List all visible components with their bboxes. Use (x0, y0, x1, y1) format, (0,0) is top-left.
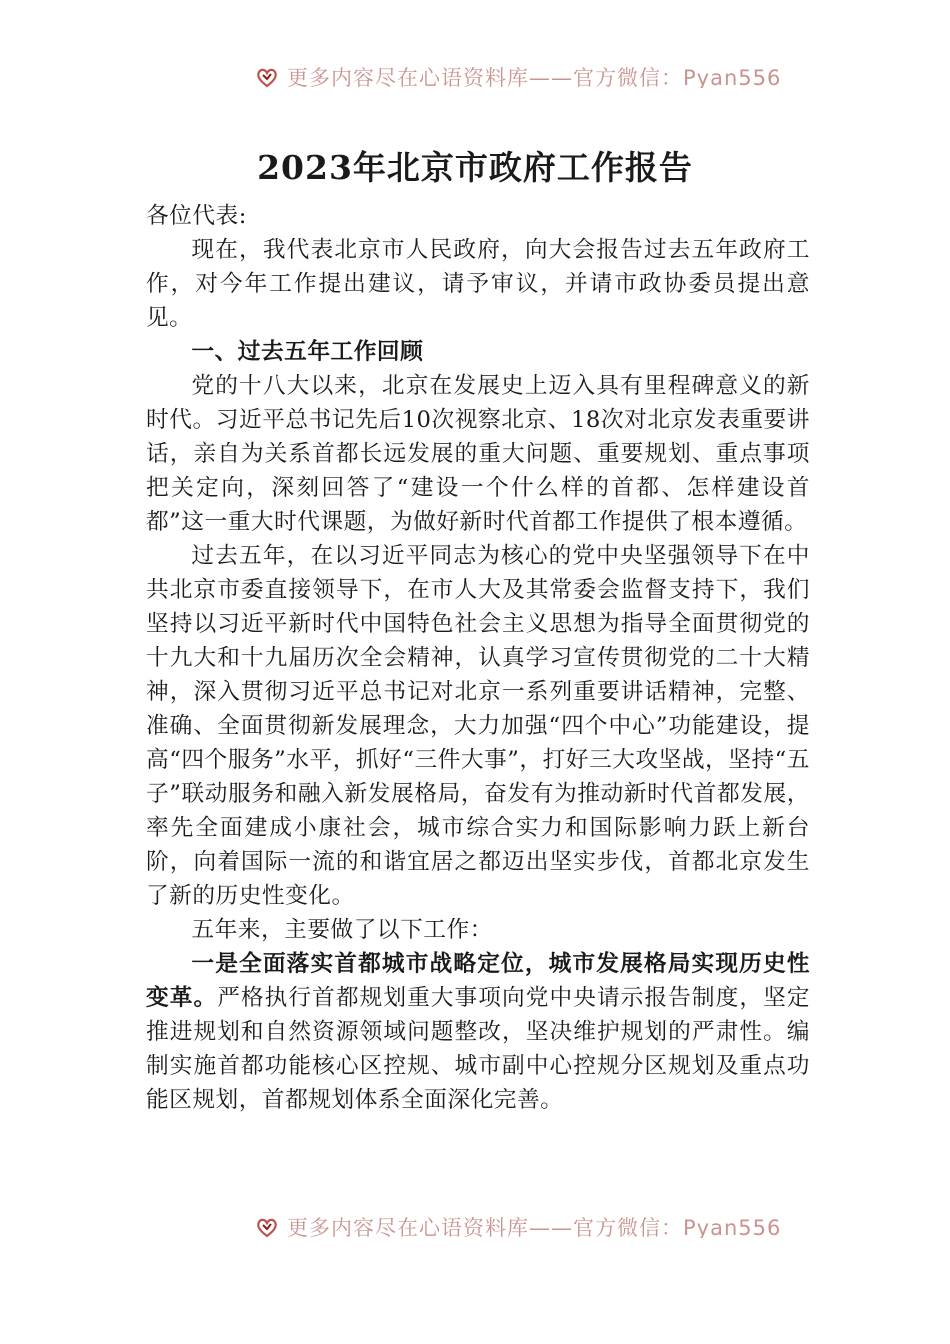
document-title: 2023年北京市政府工作报告 (257, 148, 693, 187)
header-watermark-banner (0, 48, 950, 88)
heart-logo-icon (255, 65, 279, 88)
paragraph-4-lead: 一是全面落实首都城市战略定位，城市发展格局实现历史性变革。 (146, 951, 810, 1011)
paragraph-3: 五年来，主要做了以下工作： (191, 917, 493, 943)
document-body (146, 199, 810, 1117)
paragraph-2: 过去五年，在以习近平同志为核心的党中央坚强领导下在中共北京市委直接领导下，在市人大及其常委会监督支持下，我们坚持以习近平新时代中国特色社会主义思想为指导全面贯彻党的十九大和十九届历次全会精神，认真学习宣传贯彻党的二十大精神，深入贯彻习近平总书记对北京一系列重要讲话精神，完整、准确、全面贯彻新发展理念，大力加强“四个中心”功能建设，提高“四个服务”水平，抓好“三件大事”，打好三大攻坚战，坚持“五子”联动服务和融入新发展格局，奋发有为推动新时代首都发展，率先全面建成小康社会，城市综合实力和国际影响力跃上新台阶，向着国际一流的和谐宜居之都迈出坚实步伐，首都北京发生了新的历史性变化。 (146, 543, 810, 909)
section-heading: 一、过去五年工作回顾 (191, 339, 424, 365)
paragraph-4 (146, 947, 810, 1117)
heart-logo-icon (255, 1215, 279, 1238)
footer-watermark-banner (0, 1198, 950, 1238)
watermark-text: 更多内容尽在心语资料库——官方微信：Pyan556 (287, 1216, 782, 1238)
salutation: 各位代表: (146, 203, 247, 229)
watermark-text: 更多内容尽在心语资料库——官方微信：Pyan556 (287, 66, 782, 88)
intro-paragraph: 现在，我代表北京市人民政府，向大会报告过去五年政府工作，对今年工作提出建议，请予审议，并请市政协委员提出意见。 (146, 237, 810, 331)
paragraph-4-body: 严格执行首都规划重大事项向党中央请示报告制度，坚定推进规划和自然资源领域问题整改，坚决维护规划的严肃性。编制实施首都功能核心区控规、城市副中心控规分区规划及重点功能区规划，首都规划体系全面深化完善。 (146, 985, 811, 1113)
paragraph-1: 党的十八大以来，北京在发展史上迈入具有里程碑意义的新时代。习近平总书记先后10次视察北京、18次对北京发表重要讲话，亲自为关系首都长远发展的重大问题、重要规划、重点事项把关定向，深刻回答了“建设一个什么样的首都、怎样建设首都”这一重大时代课题，为做好新时代首都工作提供了根本遵循。 (146, 373, 810, 535)
